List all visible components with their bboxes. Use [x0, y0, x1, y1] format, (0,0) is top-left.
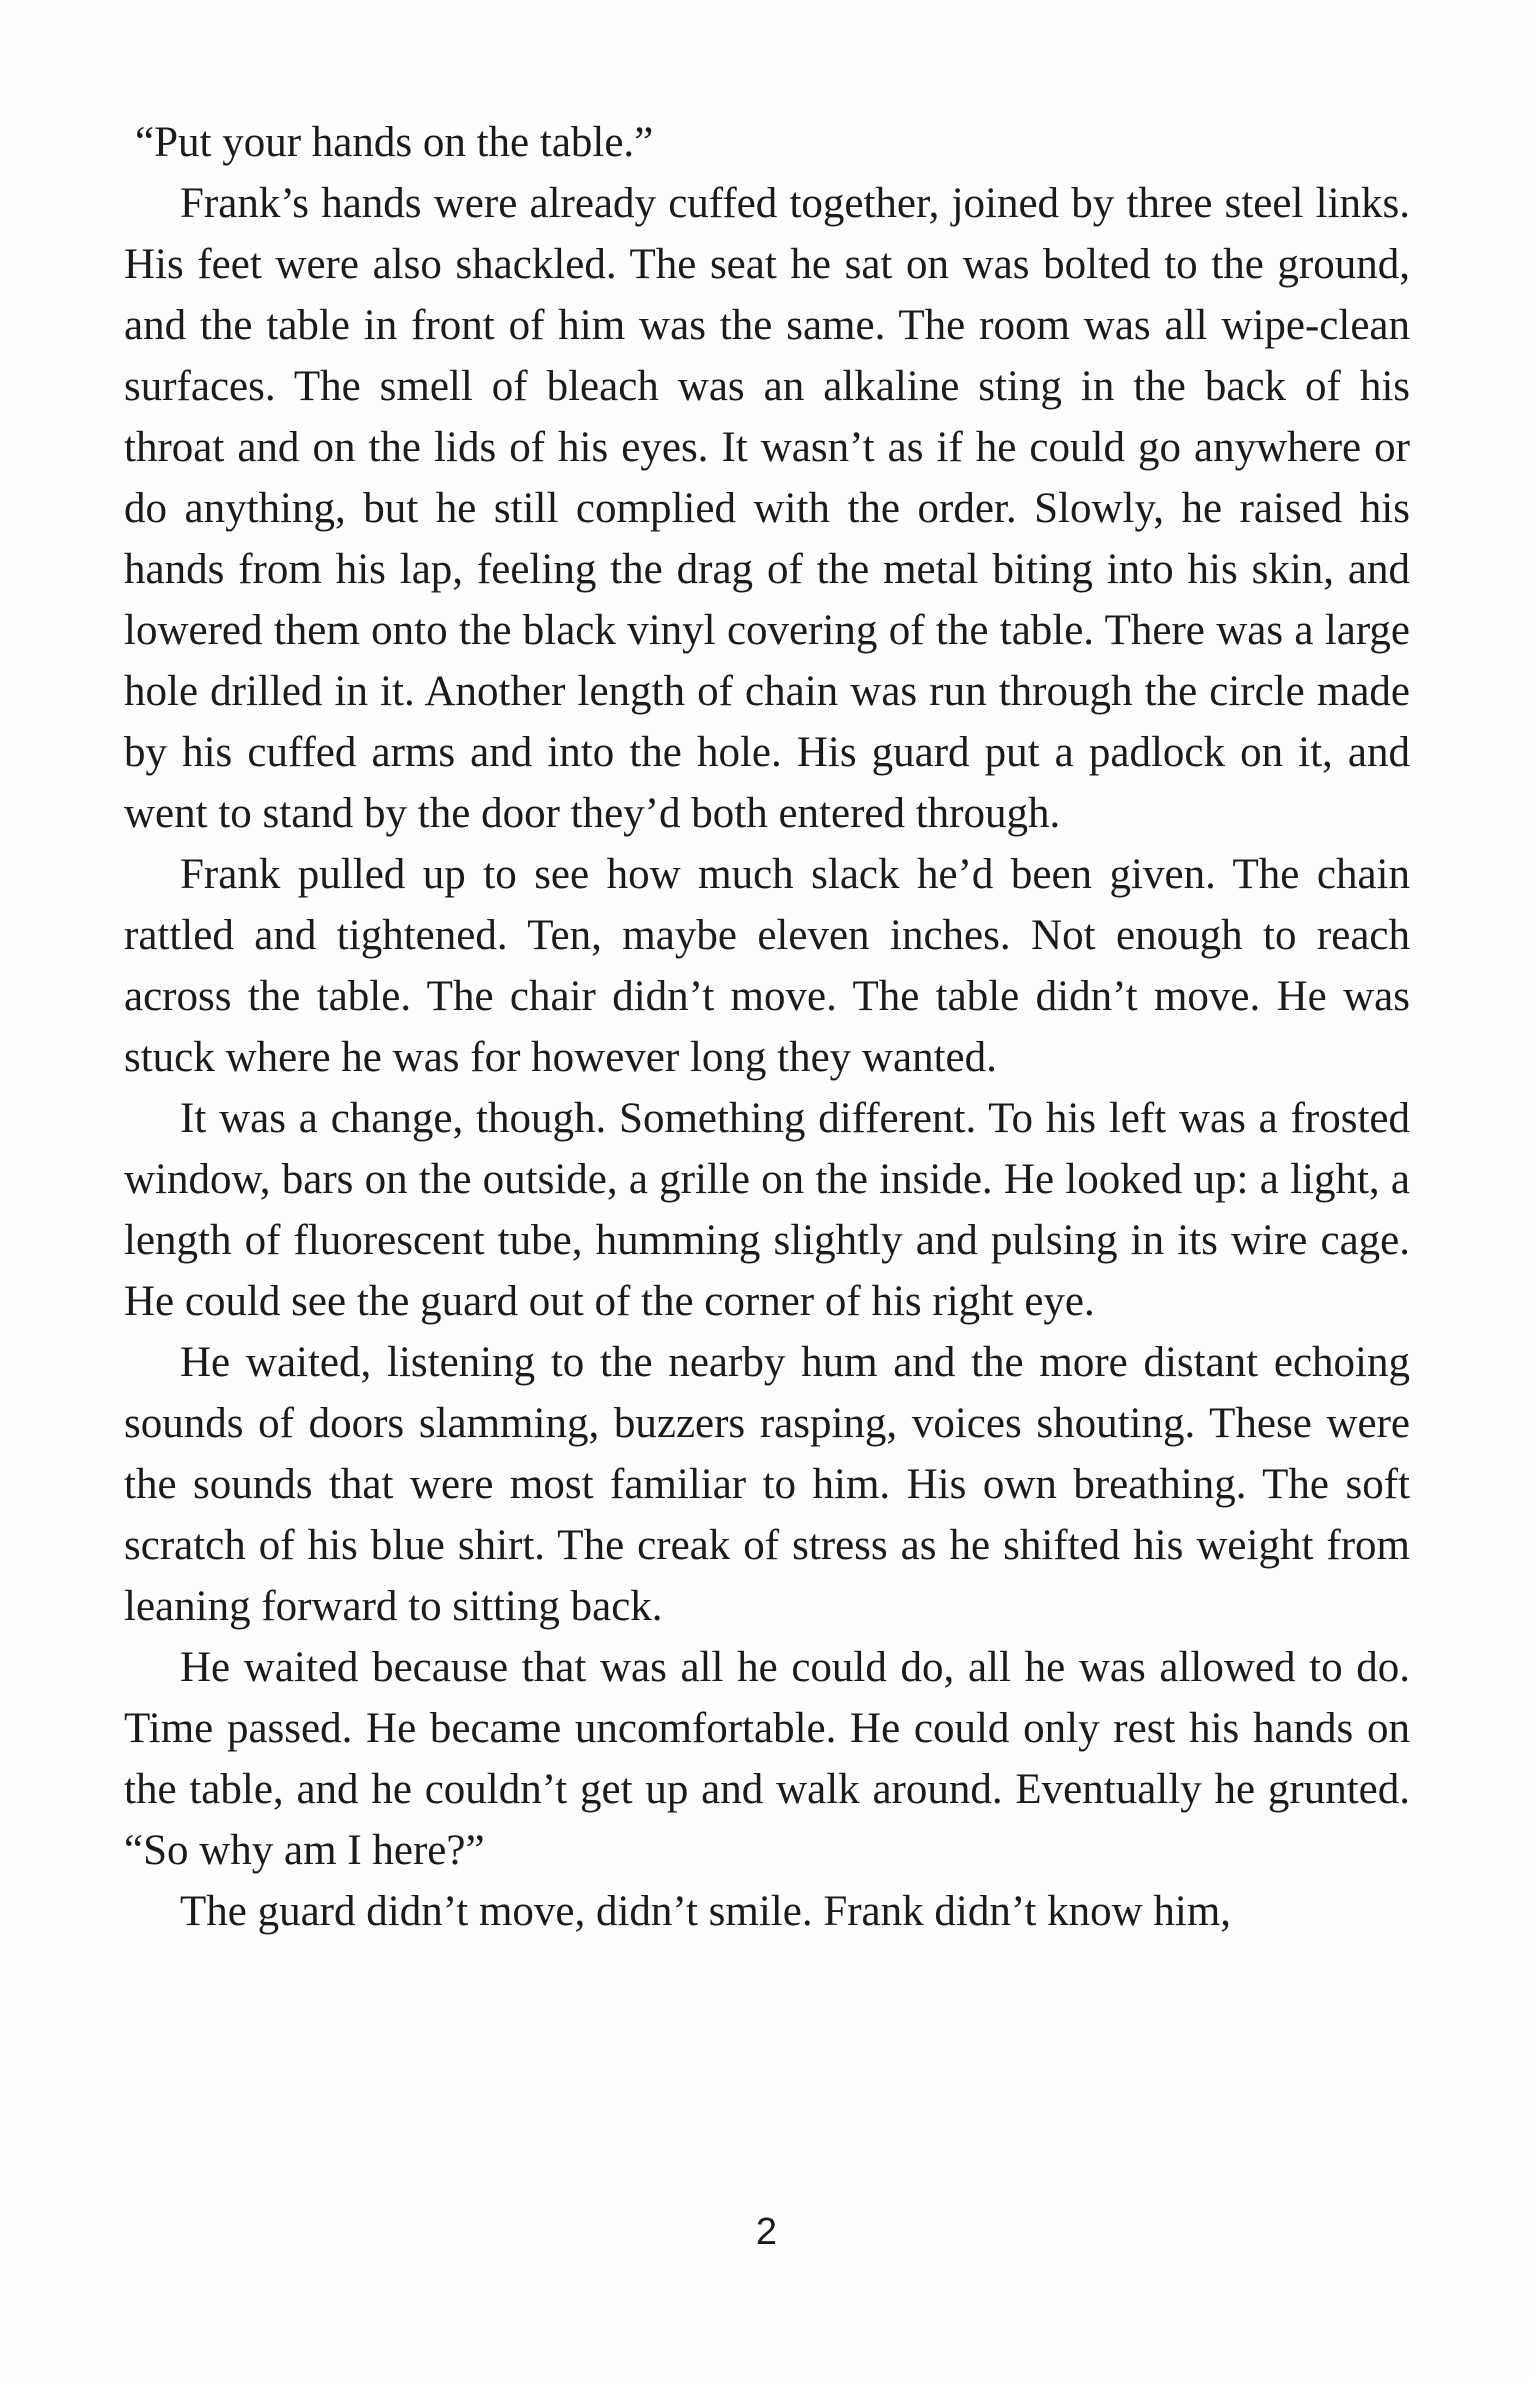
paragraph-6: He waited because that was all he could do, all he was allowed to do. Time passed. He became uncomfortable. He could only rest his hands on the table, and he couldn’t get up and walk around. Eventually he grunted. “So why am I here?”: [124, 1644, 1410, 1874]
body-text: [124, 112, 1410, 1942]
paragraph-7: The guard didn’t move, didn’t smile. Frank didn’t know him,: [180, 1888, 1232, 1935]
paragraph-4: It was a change, though. Something different. To his left was a frosted window, bars on the outside, a grille on the inside. He looked up: a light, a length of fluorescent tube, humming slightly and pulsing in its wire cage. He could see the guard out of the corner of his right eye.: [124, 1095, 1410, 1325]
paragraph-2: Frank’s hands were already cuffed together, joined by three steel links. His feet were also shackled. The seat he sat on was bolted to the ground, and the table in front of him was the same. The room was all wipe-clean surfaces. The smell of bleach was an alkaline sting in the back of his throat and on the lids of his eyes. It wasn’t as if he could go anywhere or do anything, but he still complied with the order. Slowly, he raised his hands from his lap, feeling the drag of the metal biting into his skin, and lowered them onto the black vinyl covering of the table. There was a large hole drilled in it. Another length of chain was run through the circle made by his cuffed arms and into the hole. His guard put a padlock on it, and went to stand by the door they’d both entered through.: [124, 180, 1410, 837]
page-number: 2: [755, 2211, 778, 2253]
paragraph-3: Frank pulled up to see how much slack he’d been given. The chain rattled and tightened. Ten, maybe eleven inches. Not enough to reach across the table. The chair didn’t move. The table didn’t move. He was stuck where he was for however long they wanted.: [124, 851, 1410, 1081]
paragraph-5: He waited, listening to the nearby hum and the more distant echoing sounds of doors slamming, buzzers rasping, voices shouting. These were the sounds that were most familiar to him. His own breathing. The soft scratch of his blue shirt. The creak of stress as he shifted his weight from leaning forward to sitting back.: [124, 1339, 1410, 1630]
paragraph-1: “Put your hands on the table.”: [135, 119, 654, 166]
